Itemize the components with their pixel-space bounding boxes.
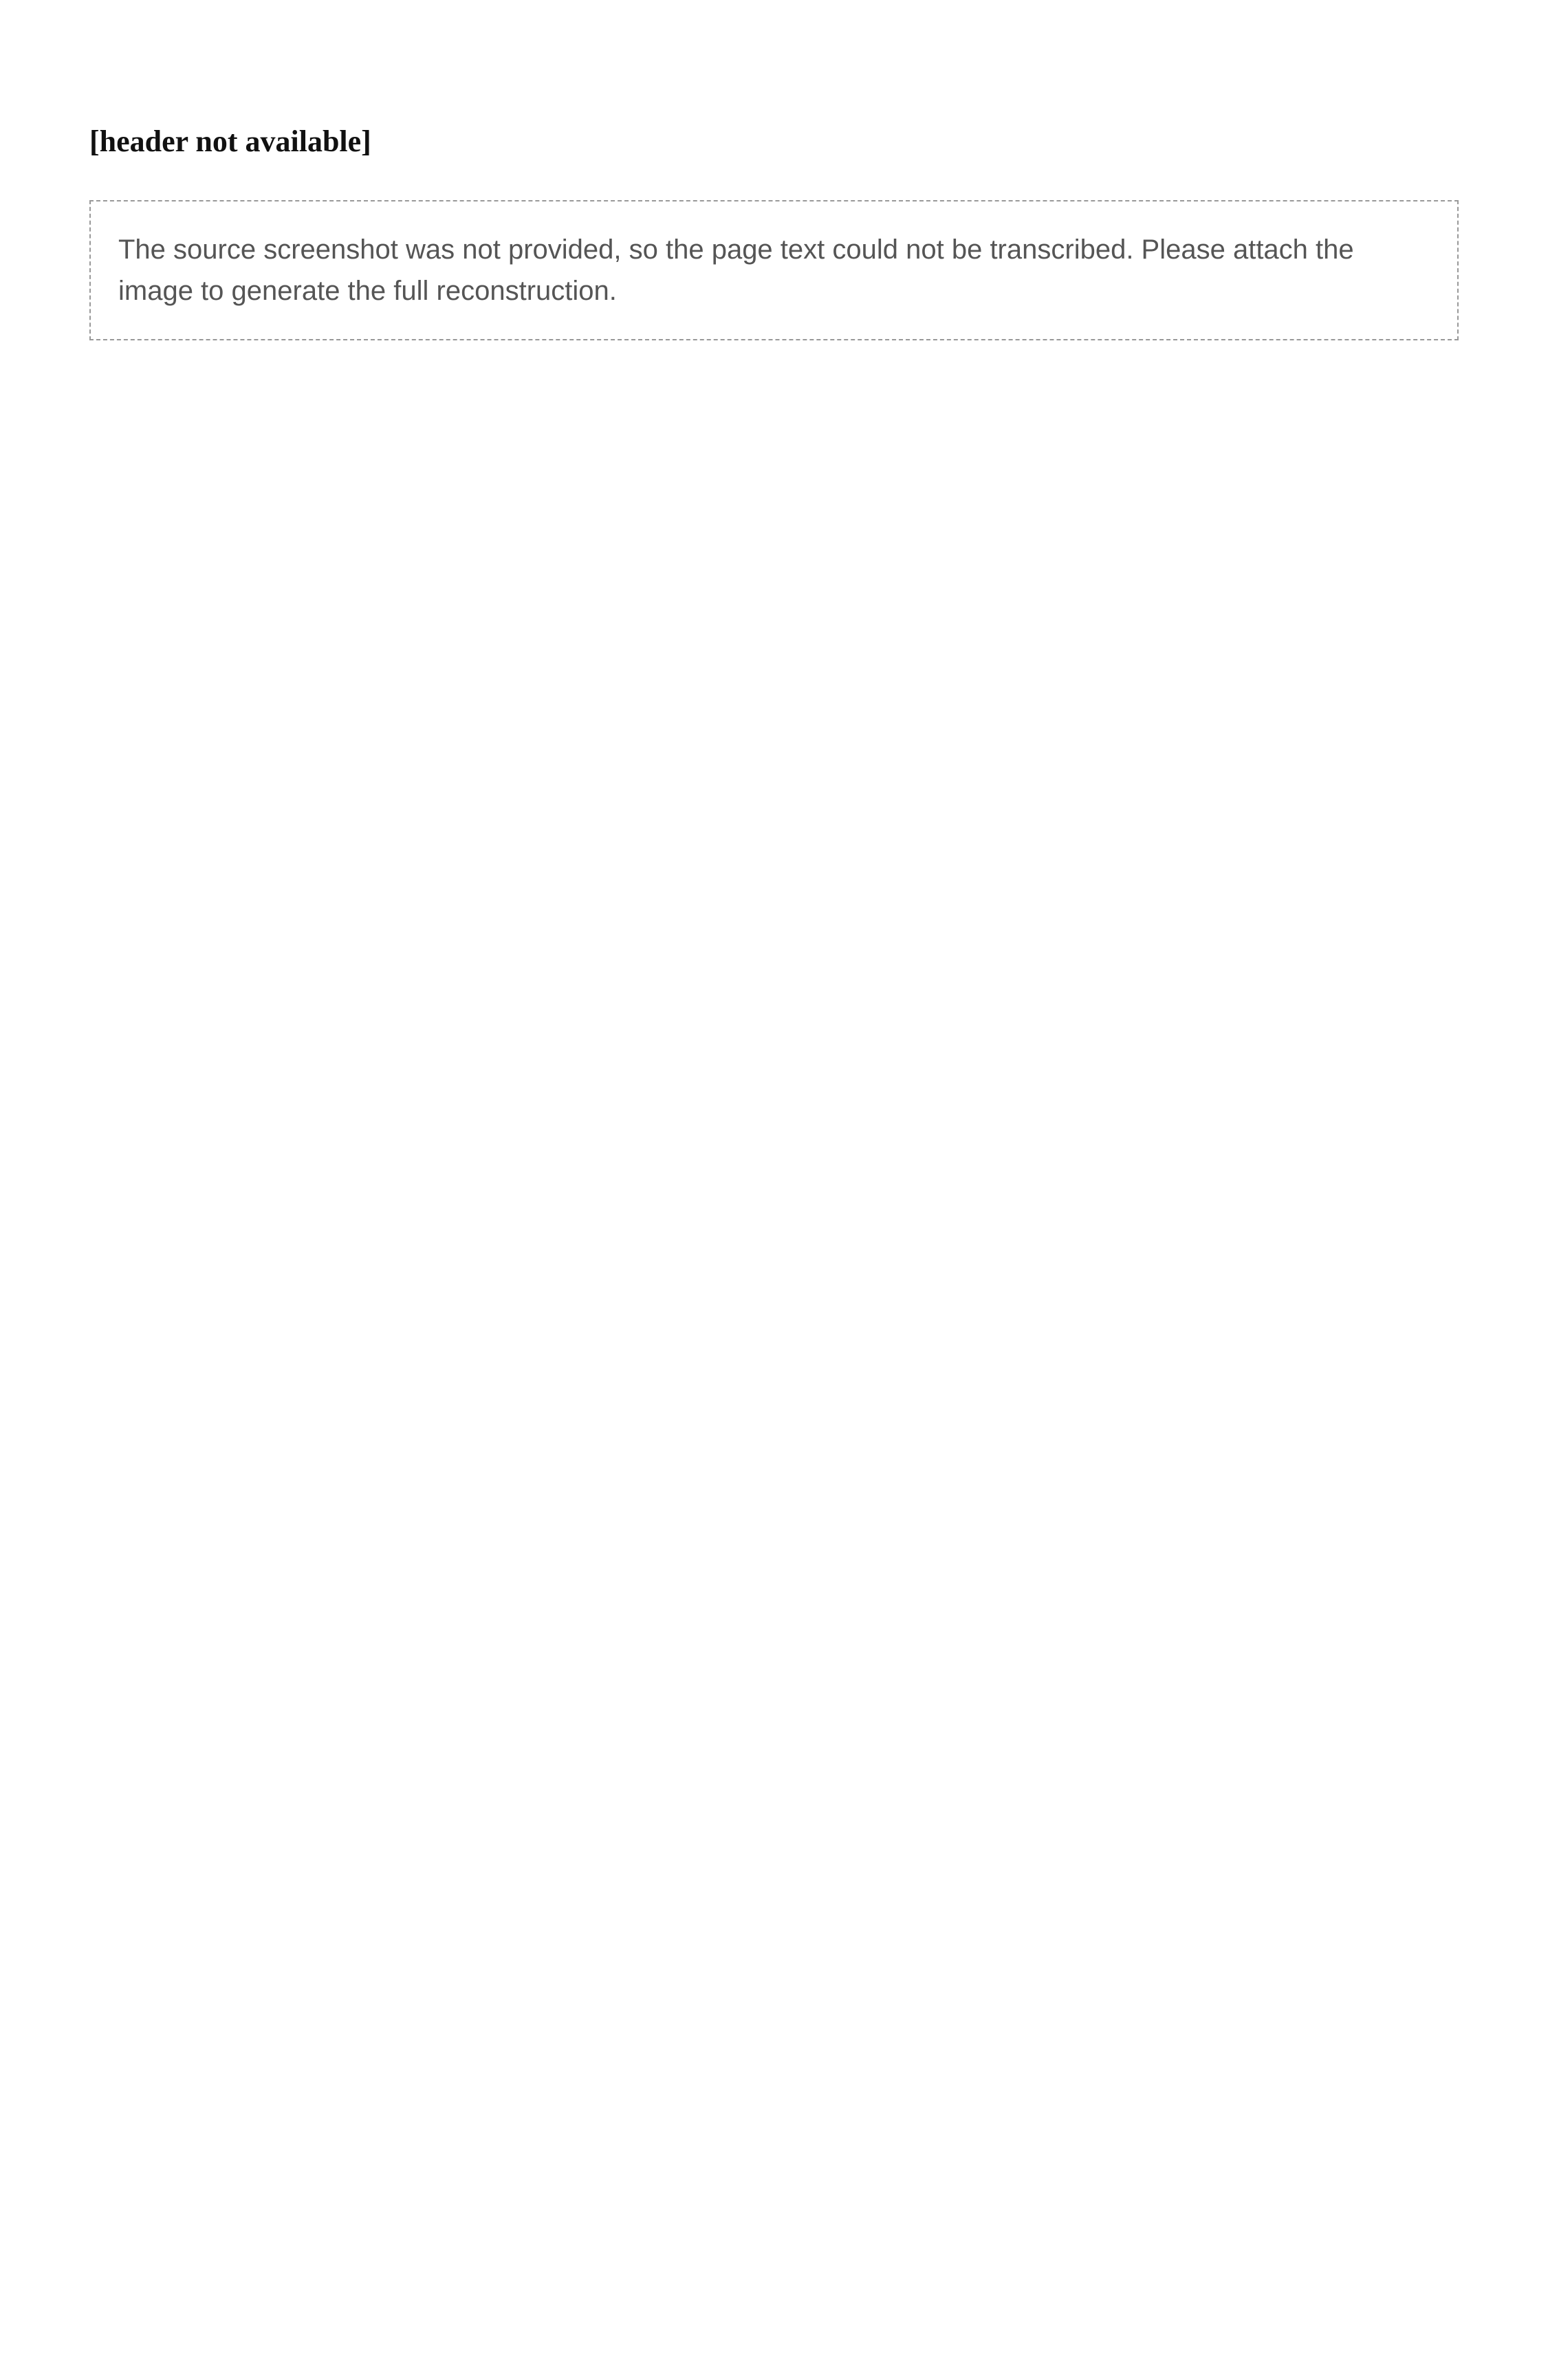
running-head: [header not available] <box>89 124 371 158</box>
missing-source-notice: The source screenshot was not provided, so the page text could not be transcribed. Please attach the image to generate the full reconstruction. <box>89 200 1459 340</box>
